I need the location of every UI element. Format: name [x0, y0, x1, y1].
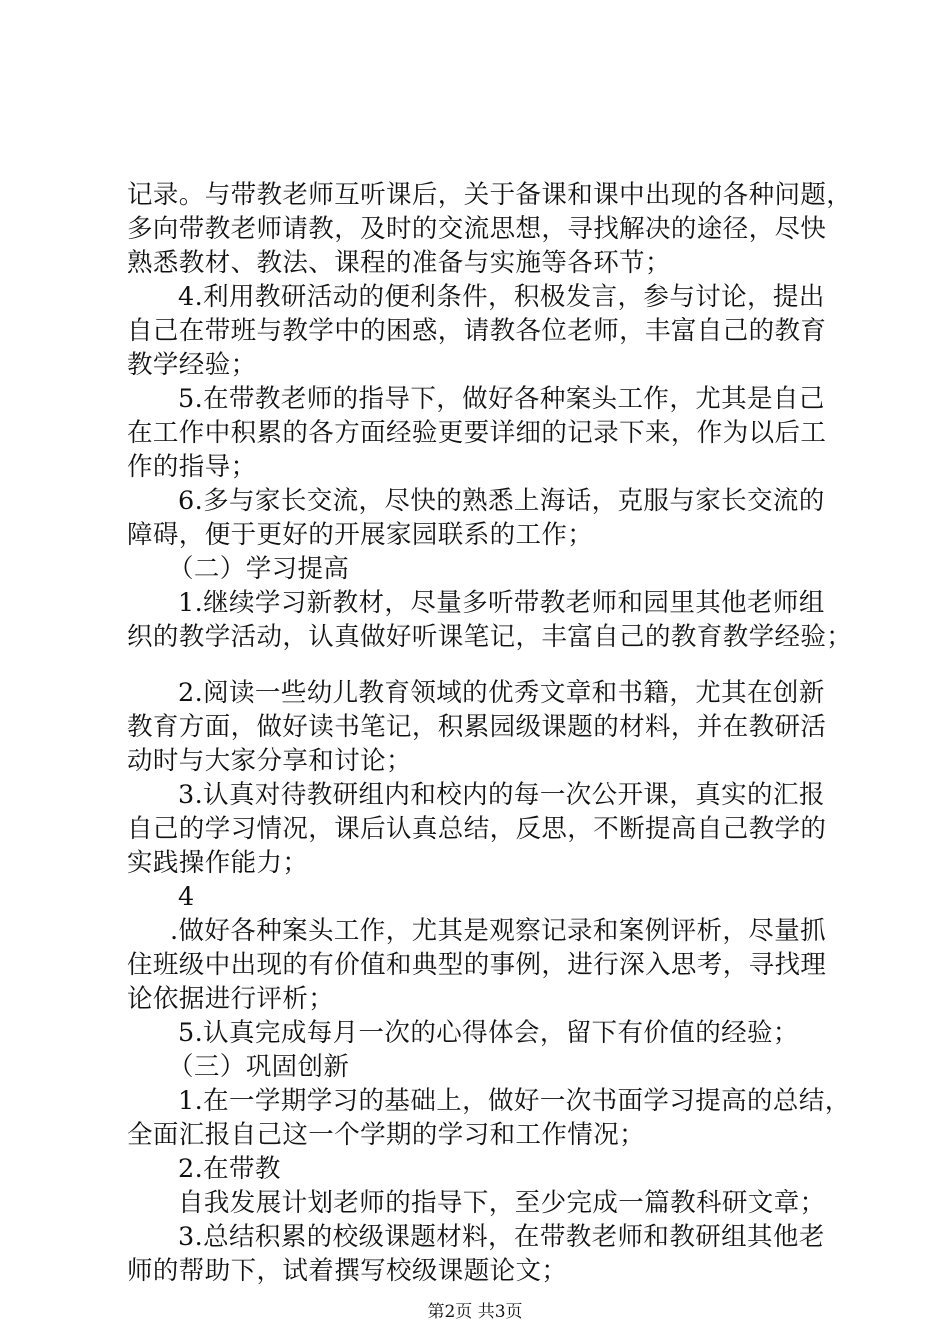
text-line: 教学经验； — [127, 350, 257, 380]
section-heading: （三）巩固创新 — [168, 1052, 350, 1082]
text-line: 自我发展计划老师的指导下，至少完成一篇教科研文章； — [178, 1188, 826, 1218]
page-footer: 第2页 共3页 — [427, 1302, 523, 1322]
text-line: 1.继续学习新教材，尽量多听带教老师和园里其他老师组 — [178, 588, 825, 618]
text-line: 2.在带教 — [178, 1154, 281, 1184]
text-line: 2.阅读一些幼儿教育领域的优秀文章和书籍，尤其在创新 — [178, 678, 825, 708]
text-line: 作的指导； — [127, 452, 257, 482]
section-heading: （二）学习提高 — [168, 554, 350, 584]
text-line: .做好各种案头工作，尤其是观察记录和案例评析，尽量抓 — [170, 916, 827, 946]
text-line: 教育方面，做好读书笔记，积累园级课题的材料，并在教研活 — [127, 712, 827, 742]
text-line: 4 — [178, 882, 195, 912]
text-line: 动时与大家分享和讨论； — [127, 746, 412, 776]
text-line: 5.认真完成每月一次的心得体会，留下有价值的经验； — [178, 1018, 799, 1048]
text-line: 织的教学活动，认真做好听课笔记，丰富自己的教育教学经验； — [127, 622, 853, 652]
text-line: 论依据进行评析； — [127, 984, 335, 1014]
text-line: 自己在带班与教学中的困惑，请教各位老师，丰富自己的教育 — [127, 316, 827, 346]
text-line: 实践操作能力； — [127, 848, 309, 878]
text-line: 5.在带教老师的指导下，做好各种案头工作，尤其是自己 — [178, 384, 825, 414]
text-line: 熟悉教材、教法、课程的准备与实施等各环节； — [127, 248, 671, 278]
text-line: 4.利用教研活动的便利条件，积极发言，参与讨论，提出 — [178, 282, 825, 312]
text-line: 6.多与家长交流，尽快的熟悉上海话，克服与家长交流的 — [178, 486, 825, 516]
text-line: 自己的学习情况，课后认真总结，反思，不断提高自己教学的 — [127, 814, 827, 844]
text-line: 3.总结积累的校级课题材料，在带教老师和教研组其他老 — [178, 1222, 825, 1252]
text-line: 在工作中积累的各方面经验更要详细的记录下来，作为以后工 — [127, 418, 827, 448]
text-line: 1.在一学期学习的基础上，做好一次书面学习提高的总结， — [178, 1086, 851, 1116]
text-line: 记录。与带教老师互听课后，关于备课和课中出现的各种问题， — [127, 180, 853, 210]
text-line: 全面汇报自己这一个学期的学习和工作情况； — [127, 1120, 646, 1150]
text-line: 住班级中出现的有价值和典型的事例，进行深入思考，寻找理 — [127, 950, 827, 980]
text-line: 3.认真对待教研组内和校内的每一次公开课，真实的汇报 — [178, 780, 825, 810]
text-line: 多向带教老师请教，及时的交流思想，寻找解决的途径，尽快 — [127, 214, 827, 244]
text-line: 障碍，便于更好的开展家园联系的工作； — [127, 520, 594, 550]
text-line: 师的帮助下，试着撰写校级课题论文； — [127, 1256, 568, 1286]
